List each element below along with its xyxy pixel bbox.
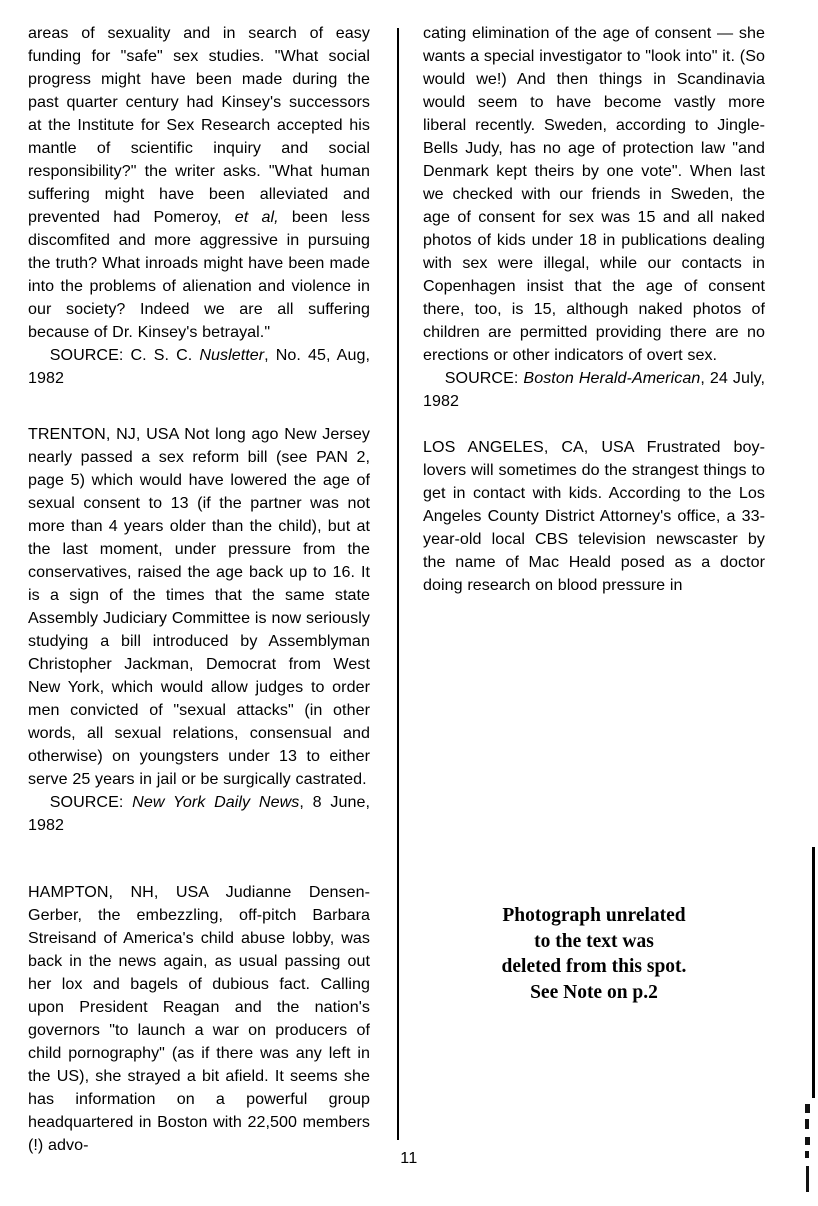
paragraph-scandinavia-continued: cating elimination of the age of consent — she wants a special investigator to "look into" it. (So would we!) And then things in Scandinavia would seem to have become vastly more liberal recently. Sweden, according to Jingle-Bells Judy, has no age of protection law "and Denmark kept theirs by one vote". When last we checked with our friends in Sweden, the age of consent for sex was 15 and all naked photos of kids under 18 in publications dealing with sex were illegal, while our contacts in Copenhagen insist that the age of consent there, too, is 15, although naked photos of children are permitted providing there are no erections or other indicators of overt sex.	[423, 24, 765, 364]
paragraph-trenton-nj: TRENTON, NJ, USA Not long ago New Jersey nearly passed a sex reform bill (see PAN 2, page 5) which would have lowered the age of sexual consent to 13 (if the partner was not more than 4 years older than the child), but at the last moment, under pressure from the conservatives, raised the age back up to 16. It is a sign of the times that the same state Assembly Judiciary Committee is now seriously studying a bill introduced by Assemblyman Christopher Jackman, Democrat from West New York, which would allow judges to order men convicted of "sexual attacks" (in other words, all sexual relations, consensual and otherwise) on youngsters under 13 to either serve 25 years in jail or be surgically castrated.	[28, 425, 370, 788]
photo-notice-line-4: See Note on p.2	[530, 981, 658, 1003]
source-ny-daily-news	[28, 791, 370, 837]
photo-notice-line-3: deleted from this spot.	[501, 956, 687, 977]
right-text-column	[423, 22, 765, 597]
kinsey-text-part-1: areas of sexuality and in search of easy funding for "safe" sex studies. "What social progress might have been made during the past quarter century had Kinsey's successors at the Institute for Sex Research accepted his mantle of scientific inquiry and social responsibility?" the writer asks. "What human suffering might have been alleviated and prevented had Pomeroy,	[28, 24, 370, 226]
source-title-ny-daily-news: New York Daily News	[132, 793, 300, 811]
source-label-2: SOURCE:	[49, 793, 133, 811]
paragraph-gap	[28, 870, 370, 881]
paragraph-hampton-nh: HAMPTON, NH, USA Judianne Densen-Gerber, the embezzling, off-pitch Barbara Streisand of America's child abuse lobby, was back in the news again, as usual passing out her lox and bagels of dubious fact. Calling upon President Reagan and the nation's governors "to launch a war on producers of child pornography" (as if there was any left in the US), she strayed a bit afield. It seems she has information on a powerful group headquartered in Boston with 22,500 members (!) advo-	[28, 883, 370, 1154]
column-divider-rule	[397, 28, 399, 1140]
scan-speck	[805, 1137, 810, 1145]
source-label-1: SOURCE: C. S. C.	[49, 346, 200, 364]
source-csc-nusletter	[28, 344, 370, 390]
source-label-3: SOURCE:	[444, 369, 524, 387]
scan-speck	[805, 1119, 809, 1129]
paragraph-gap	[423, 413, 765, 436]
scan-speck	[805, 1104, 810, 1113]
photo-deleted-notice	[423, 903, 765, 1005]
paragraph-gap	[28, 837, 370, 870]
source-title-boston-herald: Boston Herald-American	[523, 369, 701, 387]
photo-notice-line-1: Photograph unrelated	[502, 905, 686, 926]
photo-notice-line-2: to the text was	[534, 930, 654, 952]
kinsey-italic-et-al: et al,	[234, 208, 279, 226]
source-tail-3: , 24 July, 1982	[423, 369, 765, 410]
paragraph-gap	[28, 390, 370, 423]
source-tail-1: , No. 45, Aug, 1982	[28, 346, 370, 387]
scan-speck	[806, 1166, 809, 1192]
page-number: 11	[400, 1150, 418, 1167]
source-tail-2: , 8 June, 1982	[28, 793, 370, 834]
source-boston-herald-american	[423, 367, 765, 413]
source-title-nusletter: Nusletter	[199, 346, 265, 364]
left-text-column	[28, 22, 370, 1157]
page-edge-rule-artifact	[812, 847, 815, 1098]
paragraph-kinsey-continued	[28, 22, 370, 344]
paragraph-los-angeles-ca: LOS ANGELES, CA, USA Frustrated boy-lovers will sometimes do the strangest things to get in contact with kids. According to the Los Angeles County District Attorney's office, a 33-year-old local CBS television newscaster by the name of Mac Heald posed as a doctor doing research on blood pressure in	[423, 438, 765, 594]
kinsey-text-part-2: been less discomfited and more aggressive in pursuing the truth? What inroads might have been made into the problems of alienation and violence in our society? Indeed we are all suffering because of Dr. Kinsey's betrayal."	[28, 208, 370, 341]
